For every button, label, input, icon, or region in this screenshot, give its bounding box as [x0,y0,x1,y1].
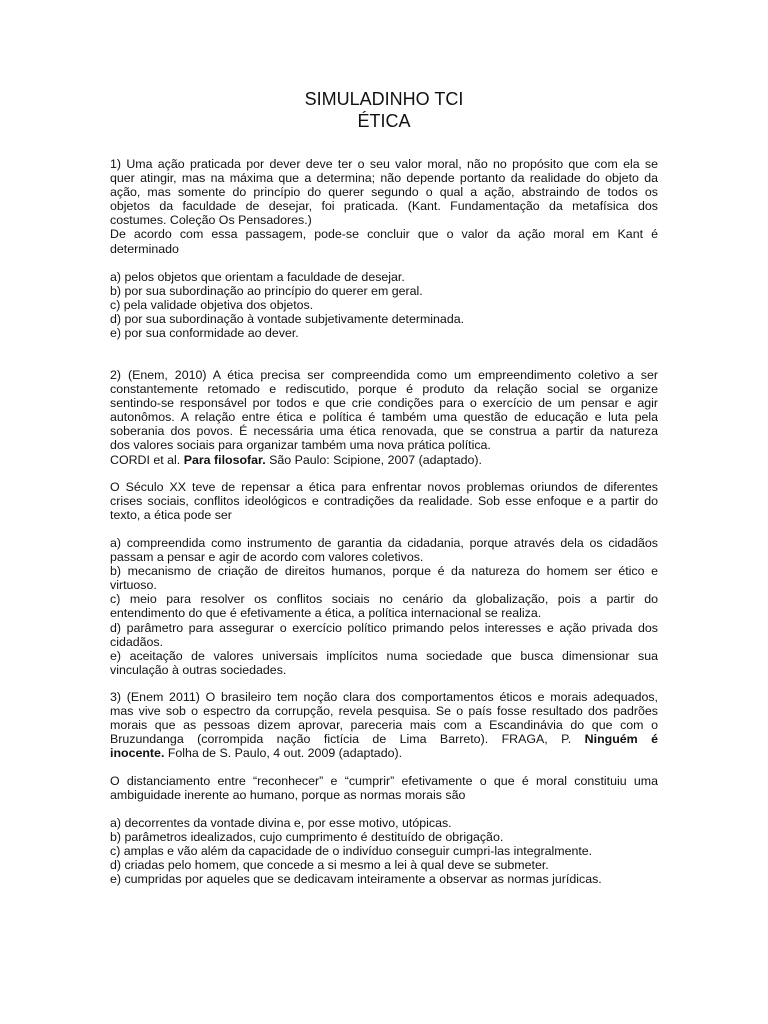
q2-stem-line: constantemente retomado e rediscutido, porque é produto da relação social se organize [110,382,658,397]
question-1-stem [110,157,658,256]
q2-stem-line: sentindo-se responsável por todos e que crie condições para o exercício de um pensar e agir [110,396,658,411]
question-2-stem [110,368,658,467]
q3-option-d: d) criadas pelo homem, que concede a si mesmo a lei à qual deve se submeter. [110,858,549,873]
q2-stem-line: 2) (Enem, 2010) A ética precisa ser compreendida como um empreendimento coletivo a ser [110,368,658,382]
q1-stem-line: objetos da faculdade de desejar, foi praticada. (Kant. Fundamentação da metafísica dos [110,199,658,214]
question-3-stem [110,690,658,760]
q2-option-a-cont: passam a pensar e agir de acordo com valores coletivos. [110,550,424,565]
q2-citation-book: Para filosofar. [183,452,266,467]
q1-option-a: a) pelos objetos que orientam a faculdade de desejar. [110,270,405,284]
q2-citation-prefix: CORDI et al. [110,452,184,467]
question-1-options [110,270,658,340]
q1-stem-line: quer atingir, mas na máxima que a determina; não depende portanto da realidade do objeto da [110,171,658,186]
q1-stem-line: determinado [110,241,179,256]
q1-stem-line: ação, mas somente do princípio do querer segundo o qual a ação, abstraindo de todos os [110,185,658,200]
q2-option-d: d) parâmetro para assegurar o exercício político primando pelos interesses e ação privada dos [110,620,658,635]
question-3-prompt [110,774,658,802]
q1-stem-line: 1) Uma ação praticada por dever deve ter o seu valor moral, não no propósito que com ela se [110,157,658,171]
q3-stem-line: mas vive sob o espectro da corrupção, revela pesquisa. Se o país fosse resultado dos padrões [110,704,658,719]
document-subtitle: ÉTICA [357,111,411,131]
q3-stem-line [110,732,658,746]
q3-source-text: Bruzundanga (corrompida nação fictícia de Lima Barreto). FRAGA, P. [110,732,585,747]
q3-option-c: c) amplas e vão além da capacidade de o indivíduo conseguir cumpri-las integralmente. [110,844,593,859]
q2-prompt-line: crises sociais, conflitos ideológicos e contradições da realidade. Sob esse enfoque e a partir do [110,494,658,509]
q2-option-c-cont: entendimento do que é efetivamente a ética, a política internacional se realiza. [110,606,542,621]
q3-article-title: Ninguém é [584,732,659,747]
q1-stem-line: costumes. Coleção Os Pensadores.) [110,213,312,228]
q3-option-e: e) cumpridas por aqueles que se dedicavam inteiramente a observar as normas jurídicas. [110,872,602,887]
q2-citation-suffix: São Paulo: Scipione, 2007 (adaptado). [265,452,482,467]
q2-option-d-cont: cidadãos. [110,634,164,649]
q2-option-a: a) compreendida como instrumento de garantia da cidadania, porque através dela os cidadãos [110,536,658,550]
q2-option-b: b) mecanismo de criação de direitos humanos, porque é da natureza do homem ser ético e [110,564,658,579]
q2-option-e: e) aceitação de valores universais implícitos numa sociedade que busca dimensionar sua [110,648,658,663]
q3-option-b: b) parâmetros idealizados, cujo cumprimento é destituído de obrigação. [110,830,504,845]
question-2-options [110,536,658,677]
document-title: SIMULADINHO TCI [304,89,464,109]
q1-option-b: b) por sua subordinação ao princípio do querer em geral. [110,284,423,299]
q1-option-c: c) pela validade objetiva dos objetos. [110,298,314,313]
q3-prompt-line: O distanciamento entre “reconhecer” e “cumprir” efetivamente o que é moral constituiu uma [110,774,658,788]
q1-option-d: d) por sua subordinação à vontade subjetivamente determinada. [110,312,465,327]
q2-stem-line: soberania dos povos. É necessária uma ética renovada, que se construa a partir da natureza [110,424,658,439]
q2-option-e-cont: vinculação à outras sociedades. [110,662,287,677]
q1-stem-line: De acordo com essa passagem, pode-se concluir que o valor da ação moral em Kant é [110,227,658,242]
q3-stem-line: morais que as pessoas dizem aprovar, pareceria mais com a Escandinávia do que com o [110,718,658,733]
q2-citation [110,453,658,467]
q2-option-c: c) meio para resolver os conflitos sociais no cenário da globalização, pois a partir do [110,592,658,607]
q3-source-suffix: Folha de S. Paulo, 4 out. 2009 (adaptado). [164,746,403,761]
q3-stem-line: 3) (Enem 2011) O brasileiro tem noção clara dos comportamentos éticos e morais adequados, [110,690,658,704]
q1-option-e: e) por sua conformidade ao dever. [110,326,299,341]
question-3-options [110,816,658,886]
q3-prompt-line: ambiguidade inerente ao humano, porque as normas morais são [110,788,466,803]
question-2-prompt [110,480,658,522]
q3-stem-line [110,746,658,760]
q2-prompt-line: texto, a ética pode ser [110,508,232,523]
q2-stem-line: dos valores sociais para organizar também uma nova prática política. [110,438,491,453]
q2-prompt-line: O Século XX teve de repensar a ética para enfrentar novos problemas oriundos de diferentes [110,480,658,494]
q3-article-title-cont: inocente. [110,746,165,761]
q3-option-a: a) decorrentes da vontade divina e, por esse motivo, utópicas. [110,816,452,830]
q2-stem-line: autonômos. A relação entre ética e política é também uma questão de educação e luta pela [110,410,658,425]
q2-option-b-cont: virtuoso. [110,578,157,593]
